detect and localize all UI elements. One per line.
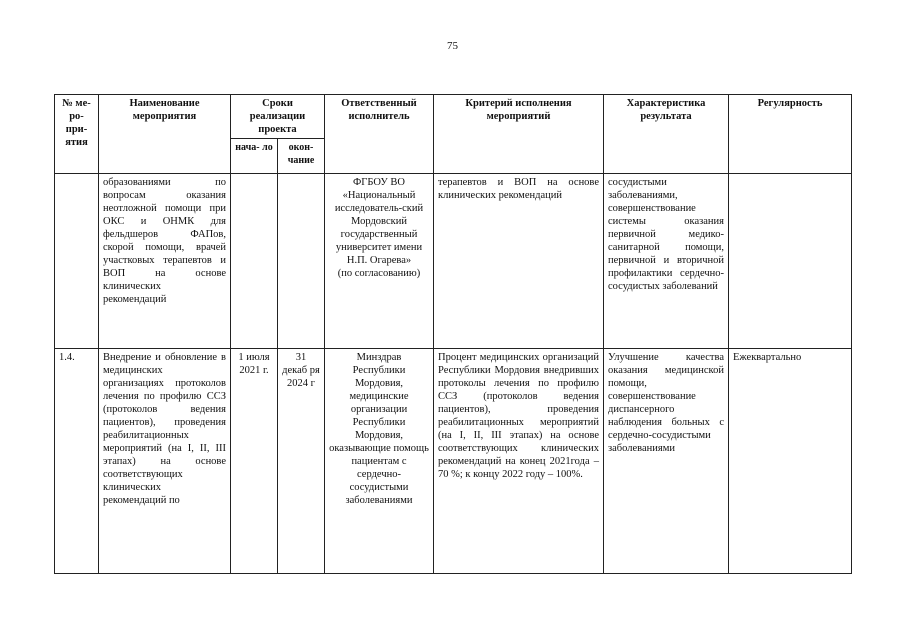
row-executor: ФГБОУ ВО «Национальный исследователь-ский Мордовский государственный университет имени Н.П. Огарева» (по согласованию) [325, 174, 434, 349]
row-result: Улучшение качества оказания медицинской помощи, совершенствование диспансерного наблюдения больных с сердечно-сосудистыми заболеваниями [604, 349, 729, 574]
row-end [278, 174, 325, 349]
table-row [55, 349, 852, 574]
row-executor: Минздрав Республики Мордовия, медицинские организации Республики Мордовия, оказывающие помощь пациентам с сердечно-сосудистыми заболеваниями [325, 349, 434, 574]
row-criterion: терапевтов и ВОП на основе клинических рекомендаций [434, 174, 604, 349]
header-end: окон- чание [278, 139, 325, 174]
activities-table [54, 94, 852, 574]
row-num: 1.4. [55, 349, 99, 574]
row-start: 1 июля 2021 г. [231, 349, 278, 574]
table-row [55, 174, 852, 349]
row-criterion: Процент медицинских организаций Республики Мордовия внедривших протоколы лечения по профилю ССЗ (протоколов ведения пациентов), проведения реабилитационных мероприятий (на I, II, III этапах) на основе соответствующих клинических рекомендаций на конец 2021года – 70 %; к концу 2022 году – 100%. [434, 349, 604, 574]
page-number: 75 [447, 40, 458, 52]
header-terms: Сроки реализации проекта [231, 95, 325, 139]
row-end: 31 декаб ря 2024 г [278, 349, 325, 574]
header-executor: Ответственный исполнитель [325, 95, 434, 174]
header-criterion: Критерий исполнения мероприятий [434, 95, 604, 174]
header-name: Наименование мероприятия [99, 95, 231, 174]
header-row [55, 95, 852, 139]
row-result: сосудистыми заболеваниями, совершенствование системы оказания первичной медико-санитарной помощи, первичной и вторичной профилактики сердечно-сосудистых заболеваний [604, 174, 729, 349]
header-result: Характеристика результата [604, 95, 729, 174]
header-num: № ме- ро- при- ятия [55, 95, 99, 174]
row-name: Внедрение и обновление в медицинских организациях протоколов лечения по профилю ССЗ (протоколов ведения пациентов), проведения реабилитационных мероприятий (на I, II, III этапах) на основе соответствующих клинических рекомендаций по [99, 349, 231, 574]
row-name: образованиями по вопросам оказания неотложной помощи при ОКС и ОНМК для фельдшеров ФАПов, скорой помощи, врачей участковых терапевтов и ВОП на основе клинических рекомендаций [99, 174, 231, 349]
row-regularity: Ежеквартально [729, 349, 852, 574]
header-regularity: Регулярность [729, 95, 852, 174]
row-num [55, 174, 99, 349]
row-regularity [729, 174, 852, 349]
row-start [231, 174, 278, 349]
header-start: нача- ло [231, 139, 278, 174]
